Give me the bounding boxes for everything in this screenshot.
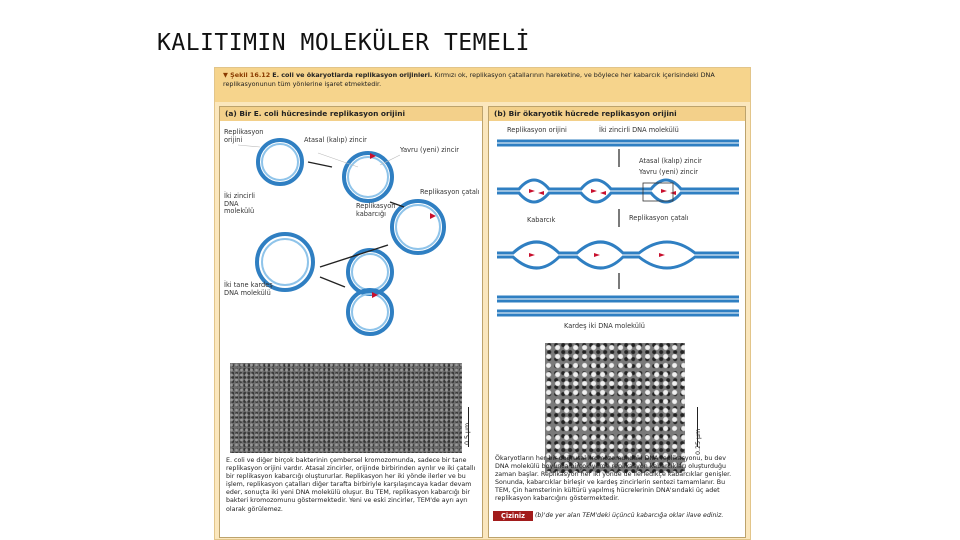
label-origin-a: Replikasyon orijini [224,128,264,144]
flow-arrow-1 [308,162,332,167]
label-parental-a: Atasal (kalıp) zincir [304,136,367,144]
scale-label-b: 0.25 µm [695,428,702,455]
circular-dna-3 [392,201,444,253]
circular-dna-5 [348,250,392,294]
figure-caption-title: E. coli ve ökaryotlarda replikasyon orijinleri. [272,71,433,79]
scale-label-a: 0.5 µm [464,422,471,445]
slide-title: KALITIMIN MOLEKÜLER TEMELİ [157,30,531,56]
label-fork-a: Replikasyon çatalı [420,188,480,196]
label-bubble-a: Replikasyon kabarcığı [356,202,396,218]
daughter-molecules [497,297,739,315]
circular-dna-6 [348,290,392,334]
figure [214,67,751,540]
label-parental-b: Atasal (kalıp) zincir [639,157,702,165]
label-daughter-b: Yavru (yeni) zincir [639,168,698,176]
label-bubble-b: Kabarcık [527,216,556,224]
tem-image-b [545,343,685,473]
label-double-strand-b: İki zincirli DNA molekülü [599,126,679,134]
label-fork-b: Replikasyon çatalı [629,214,689,222]
label-two-daughter-b: Kardeş iki DNA molekülü [564,322,645,330]
label-double-strand-a: İki zincirli DNA molekülü [224,192,255,216]
figure-caption [215,68,750,102]
draw-instruction: (b)'de yer alan TEM'deki üçüncü kabarcığa oklar ilave ediniz. [535,512,724,519]
label-two-daughter-a: İki tane kardeş DNA molekülü [224,281,273,297]
figure-number: ▼ Şekil 16.12 [223,71,271,79]
panel-a-header: (a) Bir E. coli hücresinde replikasyon orijini [220,107,482,121]
tem-image-a [230,363,462,453]
draw-label: Çiziniz [493,511,533,521]
label-daughter-a: Yavru (yeni) zincir [400,146,459,154]
panel-a [219,106,483,538]
circular-dna-1 [258,140,302,184]
label-origin-b: Replikasyon orijini [507,126,567,134]
description-b: Ökaryotların her bir doğrusal kromozomundaki DNA replikasyonu, bu dev DNA molekülü boyunca birçok yerde replikasyon kabarcıkları oluşturduğu zaman başlar. Replikasyon her iki yönde de ilerledikçe kabarcıklar genişler. Sonunda, kabarcıklar birleşir ve kardeş zincirlerin sentezi tamamlanır. Bu TEM, Çin hamsterinin kültürü yapılmış hücrelerinin DNA'sındaki üç adet replikasyon kabarcığını göstermektedir. [495,455,732,503]
panel-b-header: (b) Bir ökaryotik hücrede replikasyon orijini [489,107,745,121]
description-a: E. coli ve diğer birçok bakterinin çembersel kromozomunda, sadece bir tane replikasyon orijini vardır. Atasal zincirler, orijinde birbirinden ayrılır ve iki çatallı bir replikasyon kabarcığı oluştururlar. Replikasyon her iki yönde ilerler ve bu işlem, replikasyon çatalları diğer tarafta birbiriyle karşılaşıncaya kadar devam eder, sonuçta iki yeni DNA molekülü oluşur. Bu TEM, replikasyon kabarcığı bir bakteri kromozomunu göstermektedir. Yeni ve eski zincirler, TEM'de ayrı ayrı olarak görülemez. [226,457,476,513]
flow-arrow-4 [320,277,345,287]
figure-caption-text: Kırmızı ok, replikasyon çatallarının hareketine, ve böylece her kabarcık içerisindeki DNA replikasyonunun tüm yönlerine işaret etmektedir. [223,71,715,88]
panel-b [488,106,746,538]
circular-dna-2 [344,153,392,201]
